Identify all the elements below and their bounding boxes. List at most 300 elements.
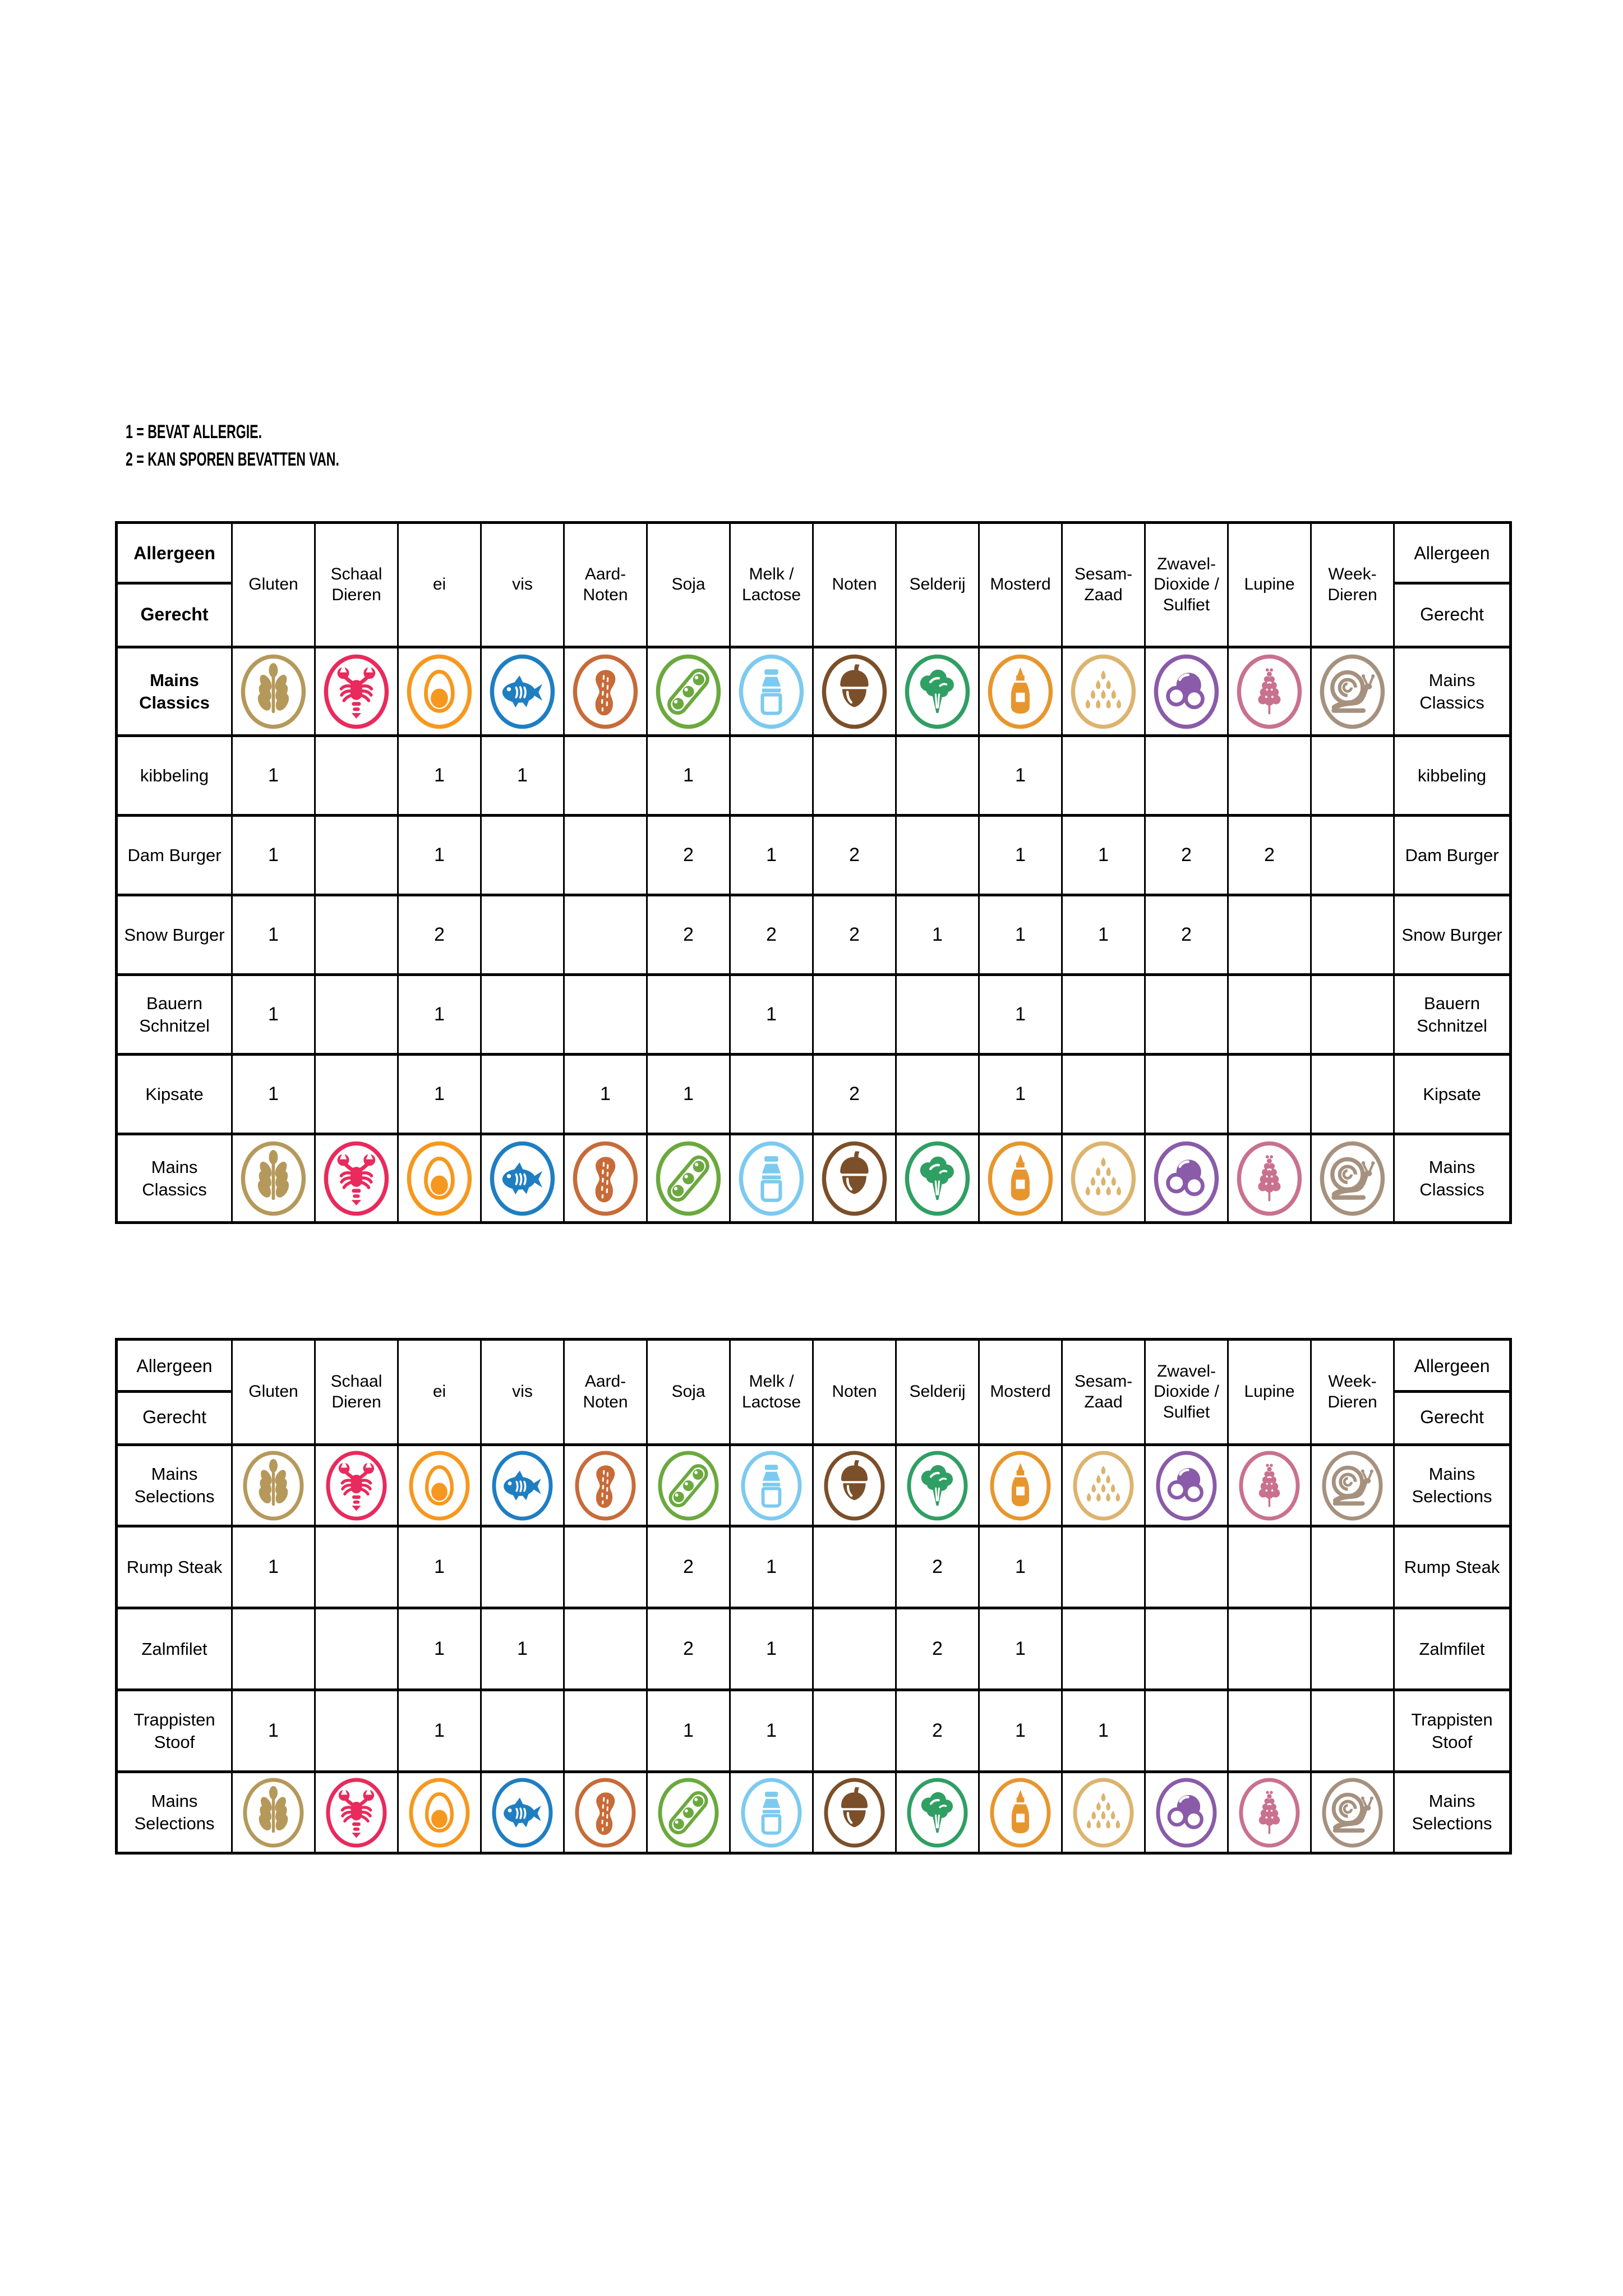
mustard-bottle-icon [988, 1449, 1053, 1522]
column-header-vis [481, 523, 564, 647]
value-cell-melk-lactose: 1 [730, 1608, 813, 1690]
icon-cell-soja [647, 647, 730, 736]
icon-cell-gluten [232, 1445, 315, 1526]
allergen-table-section-2 [115, 1338, 1512, 1855]
dish-label: Rump Steak [1404, 1557, 1500, 1577]
dish-header-label: Gerecht [1420, 604, 1484, 624]
column-header-selderij [896, 523, 979, 647]
icon-cell-vis [481, 1134, 564, 1223]
sulfite-icon [1152, 652, 1221, 731]
icon-cell-mosterd [979, 1772, 1062, 1853]
dish-label: Snow Burger [1401, 924, 1502, 945]
value-cell-lupine [1228, 736, 1311, 816]
column-header-schaaldieren [315, 1340, 398, 1445]
table-row [117, 1055, 1511, 1134]
value-cell-gluten: 1 [232, 736, 315, 816]
icon-cell-noten [813, 647, 896, 736]
value-cell-weekdieren [1311, 975, 1394, 1055]
dish-label: Bauern Schnitzel [1417, 993, 1487, 1036]
icon-cell-aardnoten [564, 1445, 647, 1526]
value-cell-noten [813, 975, 896, 1055]
icon-cell-sesamzaad [1062, 1445, 1145, 1526]
column-header-label: Week-Dieren [1327, 1372, 1377, 1411]
column-header-melk-lactose [730, 523, 813, 647]
fish-icon [488, 1139, 557, 1218]
value-cell-ei: 1 [398, 816, 481, 895]
dish-label-cell [117, 895, 232, 975]
value-cell-soja: 2 [647, 1608, 730, 1690]
crustacean-icon [322, 652, 391, 731]
dish-label-cell [1394, 1526, 1511, 1608]
value-cell-mosterd: 1 [979, 1055, 1062, 1134]
celery-icon [903, 652, 972, 731]
value-cell-sesamzaad: 1 [1062, 816, 1145, 895]
acorn-icon [822, 1776, 887, 1849]
icon-cell-mosterd [979, 1134, 1062, 1223]
icon-cell-gluten [232, 1134, 315, 1223]
icon-cell-lupine [1228, 1772, 1311, 1853]
celery-icon [903, 1139, 972, 1218]
sulfite-icon [1152, 1139, 1221, 1218]
value-cell-weekdieren [1311, 1055, 1394, 1134]
column-header-lupine [1228, 1340, 1311, 1445]
icon-cell-mosterd [979, 647, 1062, 736]
value-cell-soja: 2 [647, 816, 730, 895]
egg-icon [405, 1139, 474, 1218]
table-row [117, 1690, 1511, 1772]
mustard-bottle-icon [986, 1139, 1055, 1218]
dish-header-label: Gerecht [1420, 1407, 1484, 1427]
column-header-label: Selderij [909, 575, 966, 594]
value-cell-sesamzaad [1062, 1608, 1145, 1690]
dish-label: Rump Steak [126, 1557, 223, 1577]
crustacean-icon [322, 1139, 391, 1218]
dish-header-label: Gerecht [142, 1407, 206, 1427]
column-header-label: vis [512, 575, 533, 594]
value-cell-selderij: 2 [896, 1690, 979, 1772]
value-cell-ei: 1 [398, 1690, 481, 1772]
group-label: Mains Selections [134, 1791, 215, 1833]
milk-bottle-icon [737, 652, 806, 731]
column-header-soja [647, 1340, 730, 1445]
allergen-header-label: Allergeen [1395, 526, 1509, 585]
icon-cell-noten [813, 1134, 896, 1223]
value-cell-soja: 2 [647, 895, 730, 975]
value-cell-noten [813, 1526, 896, 1608]
allergen-header-label: Allergeen [1395, 1342, 1509, 1393]
allergen-gerecht-corner [1394, 1340, 1511, 1445]
column-header-soja [647, 523, 730, 647]
soy-pod-icon [654, 1139, 723, 1218]
milk-bottle-icon [739, 1449, 804, 1522]
legend-line-2: 2 = KAN SPOREN BEVATTEN VAN. [126, 449, 339, 470]
group-label-cell [117, 1772, 232, 1853]
column-header-label: Melk / Lactose [741, 564, 801, 604]
column-header-label: Noten [832, 1382, 877, 1401]
group-label-cell [117, 1445, 232, 1526]
column-header-label: Sesam-Zaad [1074, 1372, 1133, 1411]
value-cell-weekdieren [1311, 816, 1394, 895]
value-cell-mosterd: 1 [979, 736, 1062, 816]
fish-icon [488, 652, 557, 731]
value-cell-noten [813, 736, 896, 816]
value-cell-schaaldieren [315, 1526, 398, 1608]
icon-cell-weekdieren [1311, 1772, 1394, 1853]
table-row [117, 1526, 1511, 1608]
column-header-label: vis [512, 1382, 533, 1401]
value-cell-weekdieren [1311, 1608, 1394, 1690]
value-cell-schaaldieren [315, 895, 398, 975]
value-cell-sesamzaad [1062, 975, 1145, 1055]
value-cell-aardnoten [564, 1608, 647, 1690]
value-cell-mosterd: 1 [979, 1526, 1062, 1608]
acorn-icon [820, 1139, 889, 1218]
icon-cell-vis [481, 647, 564, 736]
value-cell-selderij [896, 816, 979, 895]
dish-header-label: Gerecht [140, 604, 209, 624]
fish-icon [490, 1776, 555, 1849]
allergen-table-section-1 [115, 521, 1512, 1224]
column-header-noten [813, 523, 896, 647]
dish-label-cell [1394, 975, 1511, 1055]
mustard-bottle-icon [986, 652, 1055, 731]
egg-icon [405, 652, 474, 731]
dish-label-cell [117, 1608, 232, 1690]
dish-label-cell [1394, 816, 1511, 895]
value-cell-sesamzaad [1062, 736, 1145, 816]
value-cell-zwaveldioxide-sulfiet: 2 [1145, 816, 1228, 895]
dish-label-cell [1394, 1608, 1511, 1690]
group-label-cell [117, 647, 232, 736]
icon-cell-noten [813, 1445, 896, 1526]
icon-cell-selderij [896, 1445, 979, 1526]
value-cell-weekdieren [1311, 895, 1394, 975]
celery-icon [905, 1776, 970, 1849]
fish-icon [490, 1449, 555, 1522]
header-row [117, 523, 1511, 647]
value-cell-melk-lactose [730, 1055, 813, 1134]
value-cell-melk-lactose: 1 [730, 1690, 813, 1772]
value-cell-selderij [896, 1055, 979, 1134]
icon-cell-selderij [896, 1772, 979, 1853]
group-label-cell [1394, 1772, 1511, 1853]
icon-cell-schaaldieren [315, 1134, 398, 1223]
soy-pod-icon [656, 1449, 721, 1522]
lupine-icon [1235, 652, 1304, 731]
sulfite-icon [1154, 1449, 1219, 1522]
value-cell-mosterd: 1 [979, 1690, 1062, 1772]
value-cell-sesamzaad [1062, 1526, 1145, 1608]
icon-cell-zwaveldioxide-sulfiet [1145, 1134, 1228, 1223]
column-header-aardnoten [564, 523, 647, 647]
group-label-cell [117, 1134, 232, 1223]
icon-cell-ei [398, 647, 481, 736]
dish-label-cell [1394, 736, 1511, 816]
column-header-sesamzaad [1062, 1340, 1145, 1445]
dish-label: kibbeling [140, 765, 209, 785]
value-cell-vis [481, 1526, 564, 1608]
value-cell-soja: 1 [647, 1055, 730, 1134]
value-cell-schaaldieren [315, 1608, 398, 1690]
value-cell-gluten: 1 [232, 975, 315, 1055]
value-cell-schaaldieren [315, 975, 398, 1055]
dish-label: Dam Burger [1405, 845, 1499, 865]
column-header-label: Noten [832, 575, 877, 594]
table-row [117, 816, 1511, 895]
value-cell-soja: 2 [647, 1526, 730, 1608]
column-header-label: Aard-Noten [583, 564, 628, 604]
value-cell-zwaveldioxide-sulfiet [1145, 1055, 1228, 1134]
column-header-gluten [232, 523, 315, 647]
column-header-label: Zwavel-Dioxide / Sulfiet [1154, 1361, 1219, 1421]
icon-cell-sesamzaad [1062, 1134, 1145, 1223]
value-cell-ei: 1 [398, 975, 481, 1055]
value-cell-lupine: 2 [1228, 816, 1311, 895]
column-header-gluten [232, 1340, 315, 1445]
allergen-table [115, 1338, 1512, 1855]
value-cell-noten: 2 [813, 816, 896, 895]
dish-label: Dam Burger [127, 845, 222, 865]
value-cell-vis [481, 895, 564, 975]
dish-label-cell [117, 816, 232, 895]
icon-cell-lupine [1228, 1134, 1311, 1223]
column-header-label: ei [432, 575, 446, 594]
icon-cell-zwaveldioxide-sulfiet [1145, 647, 1228, 736]
acorn-icon [820, 652, 889, 731]
column-header-label: Gluten [248, 575, 298, 594]
group-label: Mains Classics [1419, 1157, 1484, 1199]
snail-icon [1320, 1449, 1385, 1522]
column-header-zwaveldioxide-sulfiet [1145, 523, 1228, 647]
column-header-label: Lupine [1244, 1382, 1295, 1401]
column-header-lupine [1228, 523, 1311, 647]
allergen-gerecht-corner [117, 523, 232, 647]
value-cell-lupine [1228, 1690, 1311, 1772]
value-cell-ei: 2 [398, 895, 481, 975]
icon-cell-weekdieren [1311, 1134, 1394, 1223]
value-cell-sesamzaad: 1 [1062, 1690, 1145, 1772]
column-header-label: Schaal Dieren [330, 1372, 382, 1411]
value-cell-weekdieren [1311, 1526, 1394, 1608]
peanut-icon [573, 1449, 638, 1522]
wheat-icon [241, 1776, 306, 1849]
snail-icon [1318, 652, 1387, 731]
value-cell-mosterd: 1 [979, 895, 1062, 975]
icon-cell-schaaldieren [315, 647, 398, 736]
column-header-label: Mosterd [990, 575, 1051, 594]
icon-cell-sesamzaad [1062, 1772, 1145, 1853]
column-header-label: Melk / Lactose [741, 1372, 801, 1411]
icon-cell-ei [398, 1445, 481, 1526]
value-cell-aardnoten [564, 975, 647, 1055]
icon-cell-ei [398, 1134, 481, 1223]
value-cell-selderij: 2 [896, 1608, 979, 1690]
group-label: Mains Selections [1412, 1791, 1492, 1833]
value-cell-lupine [1228, 1055, 1311, 1134]
value-cell-lupine [1228, 895, 1311, 975]
icon-cell-melk-lactose [730, 647, 813, 736]
value-cell-melk-lactose: 2 [730, 895, 813, 975]
wheat-icon [241, 1449, 306, 1522]
value-cell-selderij [896, 975, 979, 1055]
icon-cell-mosterd [979, 1445, 1062, 1526]
value-cell-vis [481, 1690, 564, 1772]
dish-label-cell [1394, 1055, 1511, 1134]
dish-label: Trappisten Stoof [133, 1709, 215, 1752]
peanut-icon [571, 1139, 640, 1218]
column-header-label: Zwavel-Dioxide / Sulfiet [1154, 554, 1219, 614]
dish-label: Snow Burger [124, 924, 225, 945]
crustacean-icon [324, 1449, 389, 1522]
icon-cell-selderij [896, 1134, 979, 1223]
value-cell-melk-lactose: 1 [730, 816, 813, 895]
icon-row [117, 1772, 1511, 1853]
column-header-melk-lactose [730, 1340, 813, 1445]
value-cell-zwaveldioxide-sulfiet [1145, 1690, 1228, 1772]
icon-cell-soja [647, 1134, 730, 1223]
value-cell-noten [813, 1690, 896, 1772]
table-row [117, 1608, 1511, 1690]
icon-cell-schaaldieren [315, 1772, 398, 1853]
value-cell-soja: 1 [647, 736, 730, 816]
value-cell-zwaveldioxide-sulfiet: 2 [1145, 895, 1228, 975]
dish-label: kibbeling [1417, 765, 1487, 785]
acorn-icon [822, 1449, 887, 1522]
value-cell-gluten: 1 [232, 1055, 315, 1134]
column-header-label: Week-Dieren [1327, 564, 1377, 604]
column-header-mosterd [979, 1340, 1062, 1445]
group-label: Mains Classics [139, 670, 210, 712]
icon-cell-melk-lactose [730, 1445, 813, 1526]
value-cell-gluten: 1 [232, 895, 315, 975]
value-cell-vis [481, 975, 564, 1055]
header-row [117, 1340, 1511, 1445]
value-cell-ei: 1 [398, 1608, 481, 1690]
celery-icon [905, 1449, 970, 1522]
value-cell-noten: 2 [813, 895, 896, 975]
milk-bottle-icon [739, 1776, 804, 1849]
dish-label-cell [117, 736, 232, 816]
sulfite-icon [1154, 1776, 1219, 1849]
allergen-header-label: Allergeen [118, 1342, 231, 1393]
value-cell-schaaldieren [315, 736, 398, 816]
column-header-ei [398, 523, 481, 647]
value-cell-selderij: 1 [896, 895, 979, 975]
soy-pod-icon [656, 1776, 721, 1849]
sesame-seeds-icon [1071, 1449, 1136, 1522]
icon-cell-aardnoten [564, 1772, 647, 1853]
value-cell-gluten: 1 [232, 1690, 315, 1772]
group-label: Mains Selections [1412, 1464, 1492, 1506]
value-cell-soja: 1 [647, 1690, 730, 1772]
value-cell-melk-lactose: 1 [730, 975, 813, 1055]
group-label: Mains Selections [134, 1464, 215, 1506]
icon-cell-melk-lactose [730, 1134, 813, 1223]
allergen-table [115, 521, 1512, 1224]
column-header-vis [481, 1340, 564, 1445]
icon-cell-schaaldieren [315, 1445, 398, 1526]
value-cell-soja [647, 975, 730, 1055]
allergen-gerecht-corner [1394, 523, 1511, 647]
value-cell-aardnoten [564, 1526, 647, 1608]
table-row [117, 736, 1511, 816]
dish-label-cell [117, 1690, 232, 1772]
column-header-schaaldieren [315, 523, 398, 647]
column-header-label: Sesam-Zaad [1074, 564, 1133, 604]
lupine-icon [1237, 1449, 1302, 1522]
dish-label: Zalmfilet [141, 1639, 208, 1659]
icon-cell-zwaveldioxide-sulfiet [1145, 1445, 1228, 1526]
column-header-ei [398, 1340, 481, 1445]
value-cell-melk-lactose [730, 736, 813, 816]
icon-cell-aardnoten [564, 1134, 647, 1223]
wheat-icon [239, 1139, 308, 1218]
column-header-label: Mosterd [990, 1382, 1051, 1401]
group-label-cell [1394, 1445, 1511, 1526]
group-label-cell [1394, 1134, 1511, 1223]
egg-icon [407, 1449, 472, 1522]
value-cell-noten [813, 1608, 896, 1690]
value-cell-aardnoten [564, 736, 647, 816]
icon-cell-ei [398, 1772, 481, 1853]
icon-cell-weekdieren [1311, 1445, 1394, 1526]
column-header-noten [813, 1340, 896, 1445]
dish-label-cell [1394, 1690, 1511, 1772]
soy-pod-icon [654, 652, 723, 731]
column-header-label: Soja [671, 575, 706, 594]
icon-cell-soja [647, 1445, 730, 1526]
value-cell-noten: 2 [813, 1055, 896, 1134]
value-cell-aardnoten [564, 1690, 647, 1772]
dish-label: Bauern Schnitzel [139, 993, 210, 1036]
value-cell-zwaveldioxide-sulfiet [1145, 975, 1228, 1055]
value-cell-aardnoten [564, 895, 647, 975]
icon-cell-soja [647, 1772, 730, 1853]
icon-cell-lupine [1228, 647, 1311, 736]
value-cell-sesamzaad [1062, 1055, 1145, 1134]
value-cell-ei: 1 [398, 736, 481, 816]
value-cell-zwaveldioxide-sulfiet [1145, 736, 1228, 816]
value-cell-mosterd: 1 [979, 1608, 1062, 1690]
value-cell-selderij [896, 736, 979, 816]
dish-label: Kipsate [145, 1084, 204, 1104]
group-label-cell [1394, 647, 1511, 736]
wheat-icon [239, 652, 308, 731]
dish-label: Zalmfilet [1419, 1639, 1485, 1659]
value-cell-mosterd: 1 [979, 816, 1062, 895]
lupine-icon [1235, 1139, 1304, 1218]
dish-label-cell [1394, 895, 1511, 975]
icon-cell-aardnoten [564, 647, 647, 736]
column-header-label: Gluten [248, 1382, 298, 1401]
value-cell-schaaldieren [315, 816, 398, 895]
icon-cell-noten [813, 1772, 896, 1853]
value-cell-vis: 1 [481, 1608, 564, 1690]
column-header-label: Soja [671, 1382, 706, 1401]
column-header-label: ei [432, 1382, 446, 1401]
column-header-label: Schaal Dieren [330, 564, 382, 604]
lupine-icon [1237, 1776, 1302, 1849]
value-cell-ei: 1 [398, 1526, 481, 1608]
column-header-weekdieren [1311, 1340, 1394, 1445]
legend [126, 418, 440, 473]
value-cell-aardnoten: 1 [564, 1055, 647, 1134]
column-header-label: Lupine [1244, 575, 1295, 594]
dish-label-cell [117, 975, 232, 1055]
icon-row [117, 647, 1511, 736]
value-cell-vis: 1 [481, 736, 564, 816]
legend-line-1: 1 = BEVAT ALLERGIE. [126, 421, 262, 443]
